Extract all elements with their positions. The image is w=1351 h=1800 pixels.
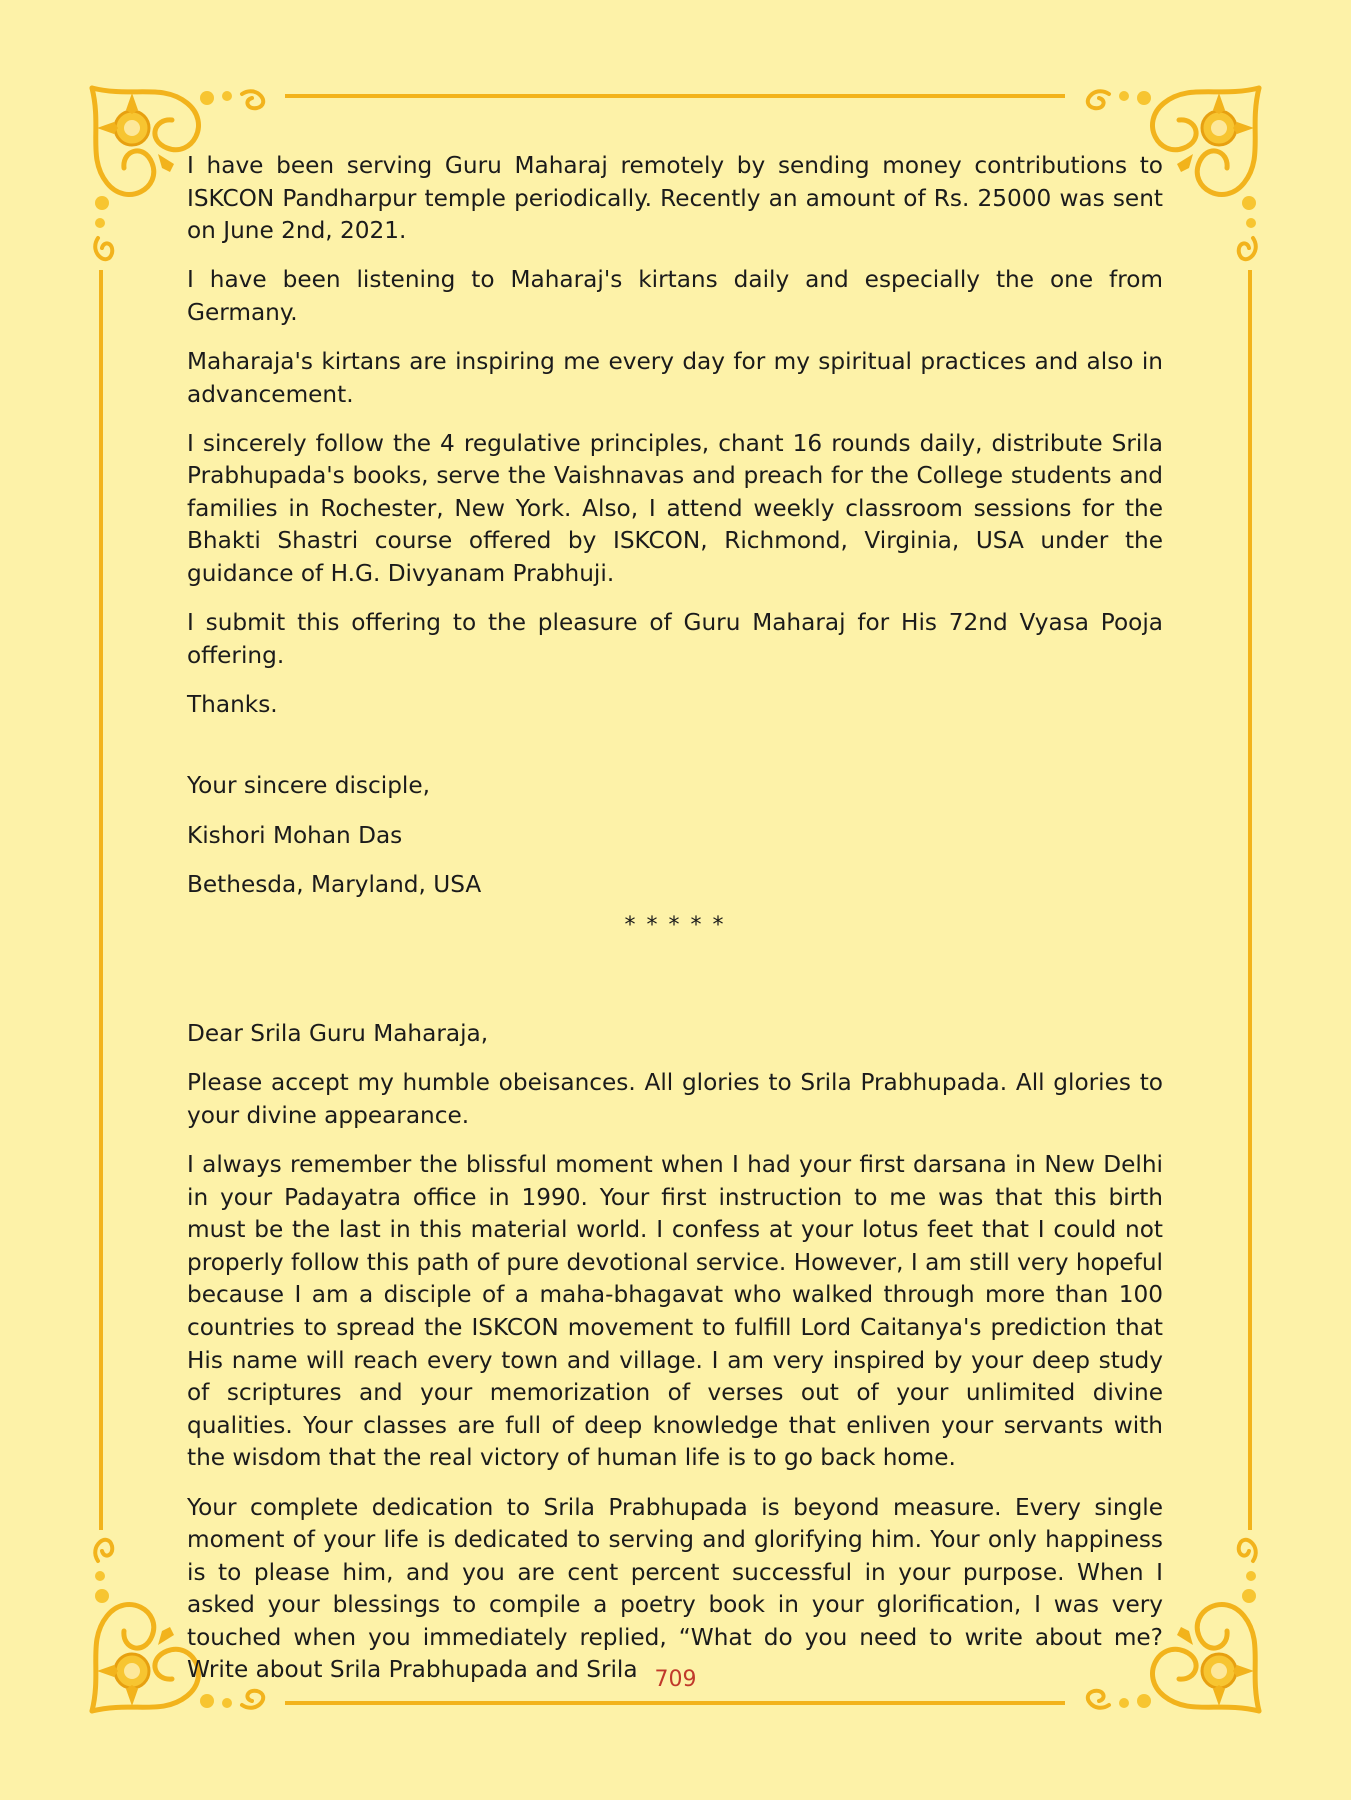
letter1-closing: Your sincere disciple, — [187, 772, 430, 800]
letter1-paragraph: I have been listening to Maharaj's kirtans daily and especially the one from Germany. — [187, 266, 1163, 326]
letter2-paragraph: Your complete dedication to Srila Prabhupada is beyond measure. Every single moment of your life is dedicated to serving and glorifying him. Your only happiness is to please him, and you are cent percent successful in your purpose. When I asked your blessings to compile a poetry book in your glorification, I was very touched when you immediately replied, “What do you need to write about me? Write about Srila Prabhupada and Srila — [187, 1493, 1163, 1684]
letter1-paragraph: Maharaja's kirtans are inspiring me every day for my spiritual practices and also in advancement. — [187, 347, 1163, 408]
letter2-salutation: Dear Srila Guru Maharaja, — [187, 1020, 489, 1048]
letter1-paragraph: Thanks. — [187, 690, 278, 718]
letter2-paragraph: Please accept my humble obeisances. All glories to Srila Prabhupada. All glories to your divine appearance. — [187, 1069, 1163, 1129]
letter1-paragraph: I sincerely follow the 4 regulative principles, chant 16 rounds daily, distribute Srila Prabhupada's books, serve the Vaishnavas and preach for the College students and families in Rochester, New York. Also, I attend weekly classroom sessions for the Bhakti Shastri course offered by ISKCON, Richmond, Virginia, USA under the guidance of H.G. Divyanam Prabhuji. — [187, 429, 1163, 588]
page-body — [187, 150, 1163, 1704]
letter1-signature-name: Kishori Mohan Das — [187, 821, 403, 849]
letter2-paragraph: I always remember the blissful moment when I had your first darsana in New Delhi in your Padayatra office in 1990. Your first instruction to me was that this birth must be the last in this material world. I confess at your lotus feet that I could not properly follow this path of pure devotional service. However, I am still very hopeful because I am a disciple of a maha-bhagavat who walked through more than 100 countries to spread the ISKCON movement to fulfill Lord Caitanya's prediction that His name will reach every town and village. I am very inspired by your deep study of scriptures and your memorization of verses out of your unlimited divine qualities. Your classes are full of deep knowledge that enliven your servants with the wisdom that the real victory of human life is to go back home. — [187, 1151, 1163, 1472]
letter1-paragraph: I have been serving Guru Maharaj remotely by sending money contributions to ISKCON Pandharpur temple periodically. Recently an amount of Rs. 25000 was sent on June 2nd, 2021. — [187, 152, 1163, 245]
letter1-paragraph: I submit this offering to the pleasure of Guru Maharaj for His 72nd Vyasa Pooja offering. — [187, 609, 1163, 669]
page-number: 709 — [654, 1667, 697, 1692]
letter1-signature-location: Bethesda, Maryland, USA — [187, 870, 482, 898]
section-separator: * * * * * — [624, 912, 726, 938]
